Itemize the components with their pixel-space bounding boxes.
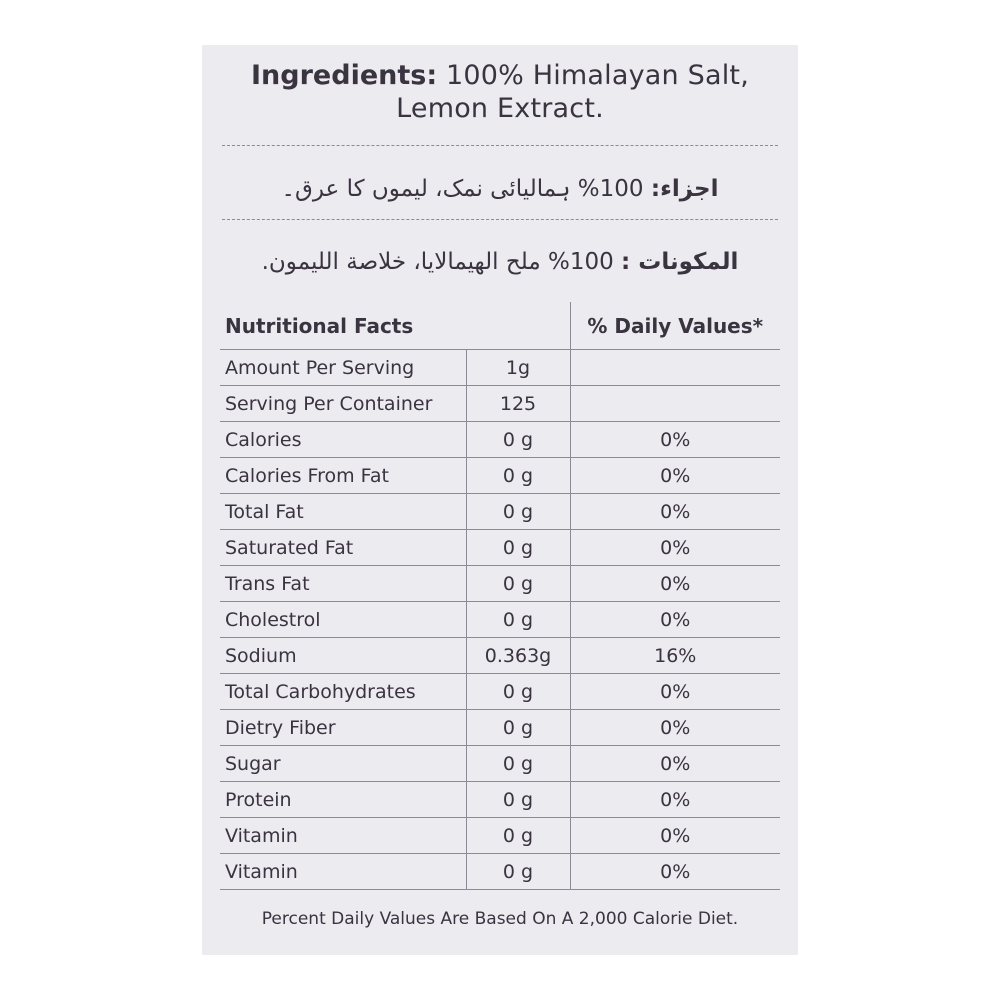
nutrition-facts-body [220, 350, 780, 890]
table-row [220, 458, 780, 494]
nutrient-amount: 0 g [466, 854, 570, 890]
nutrient-amount: 0 g [466, 530, 570, 566]
nutrient-name: Sugar [220, 746, 466, 782]
ingredients-arabic-text: 100% ملح الهيمالايا، خلاصة الليمون. [261, 249, 614, 275]
nutrient-amount: 0 g [466, 818, 570, 854]
nutrient-daily-value: 0% [570, 566, 780, 602]
header-daily-values: % Daily Values* [570, 302, 780, 350]
nutrient-daily-value [570, 350, 780, 386]
nutrient-name: Amount Per Serving [220, 350, 466, 386]
nutrient-amount: 0 g [466, 710, 570, 746]
nutrient-name: Sodium [220, 638, 466, 674]
nutrient-name: Cholestrol [220, 602, 466, 638]
nutrient-name: Protein [220, 782, 466, 818]
nutrient-amount: 0 g [466, 494, 570, 530]
nutrient-daily-value: 0% [570, 458, 780, 494]
nutrient-name: Trans Fat [220, 566, 466, 602]
nutrient-daily-value: 0% [570, 602, 780, 638]
nutrient-daily-value: 0% [570, 530, 780, 566]
nutrient-name: Total Fat [220, 494, 466, 530]
nutrient-daily-value: 0% [570, 746, 780, 782]
ingredients-line-1 [202, 59, 798, 92]
nutrient-name: Calories [220, 422, 466, 458]
ingredients-urdu-text: 100% ہمالیائی نمک، لیموں کا عرق۔ [281, 176, 644, 202]
ingredients-text-line-2: Lemon Extract. [396, 93, 604, 124]
nutrient-amount: 0 g [466, 746, 570, 782]
nutrient-name: Calories From Fat [220, 458, 466, 494]
table-row [220, 386, 780, 422]
footnote: Percent Daily Values Are Based On A 2,000 Calorie Diet. [261, 909, 739, 929]
nutrient-name: Serving Per Container [220, 386, 466, 422]
table-row [220, 530, 780, 566]
nutrient-name: Total Carbohydrates [220, 674, 466, 710]
table-row [220, 494, 780, 530]
nutrient-amount: 125 [466, 386, 570, 422]
nutrient-amount: 0 g [466, 782, 570, 818]
nutrient-amount: 0 g [466, 458, 570, 494]
nutrient-amount: 0 g [466, 602, 570, 638]
dashed-divider [222, 145, 778, 146]
nutrient-daily-value: 16% [570, 638, 780, 674]
table-row [220, 422, 780, 458]
nutrient-amount: 0 g [466, 674, 570, 710]
ingredients-urdu [202, 169, 798, 209]
nutrient-daily-value: 0% [570, 818, 780, 854]
table-row [220, 854, 780, 890]
nutrient-daily-value: 0% [570, 782, 780, 818]
table-row [220, 350, 780, 386]
header-nutritional-facts: Nutritional Facts [220, 302, 570, 350]
dashed-divider [222, 219, 778, 220]
table-row [220, 710, 780, 746]
table-row [220, 674, 780, 710]
nutrient-daily-value: 0% [570, 854, 780, 890]
ingredients-arabic [202, 242, 798, 282]
ingredients-english [202, 59, 798, 125]
table-row [220, 602, 780, 638]
nutrition-facts-table [220, 302, 780, 890]
nutrient-name: Dietry Fiber [220, 710, 466, 746]
nutrient-daily-value: 0% [570, 422, 780, 458]
nutrient-amount: 1g [466, 350, 570, 386]
table-row [220, 746, 780, 782]
ingredients-text-line-1: 100% Himalayan Salt, [445, 60, 749, 91]
table-row [220, 638, 780, 674]
nutrient-amount: 0.363g [466, 638, 570, 674]
nutrient-daily-value: 0% [570, 674, 780, 710]
nutrient-name: Saturated Fat [220, 530, 466, 566]
ingredients-urdu-label: اجزاء: [650, 176, 719, 202]
ingredients-label: Ingredients: [251, 60, 438, 91]
nutrient-amount: 0 g [466, 566, 570, 602]
table-row [220, 818, 780, 854]
table-row [220, 566, 780, 602]
nutrient-amount: 0 g [466, 422, 570, 458]
nutrient-name: Vitamin [220, 854, 466, 890]
nutrient-daily-value: 0% [570, 710, 780, 746]
nutrient-daily-value: 0% [570, 494, 780, 530]
table-row [220, 782, 780, 818]
nutrient-name: Vitamin [220, 818, 466, 854]
table-header-row [220, 302, 780, 350]
nutrition-label-panel [202, 45, 798, 955]
nutrient-daily-value [570, 386, 780, 422]
ingredients-arabic-label: المكونات : [621, 249, 739, 275]
